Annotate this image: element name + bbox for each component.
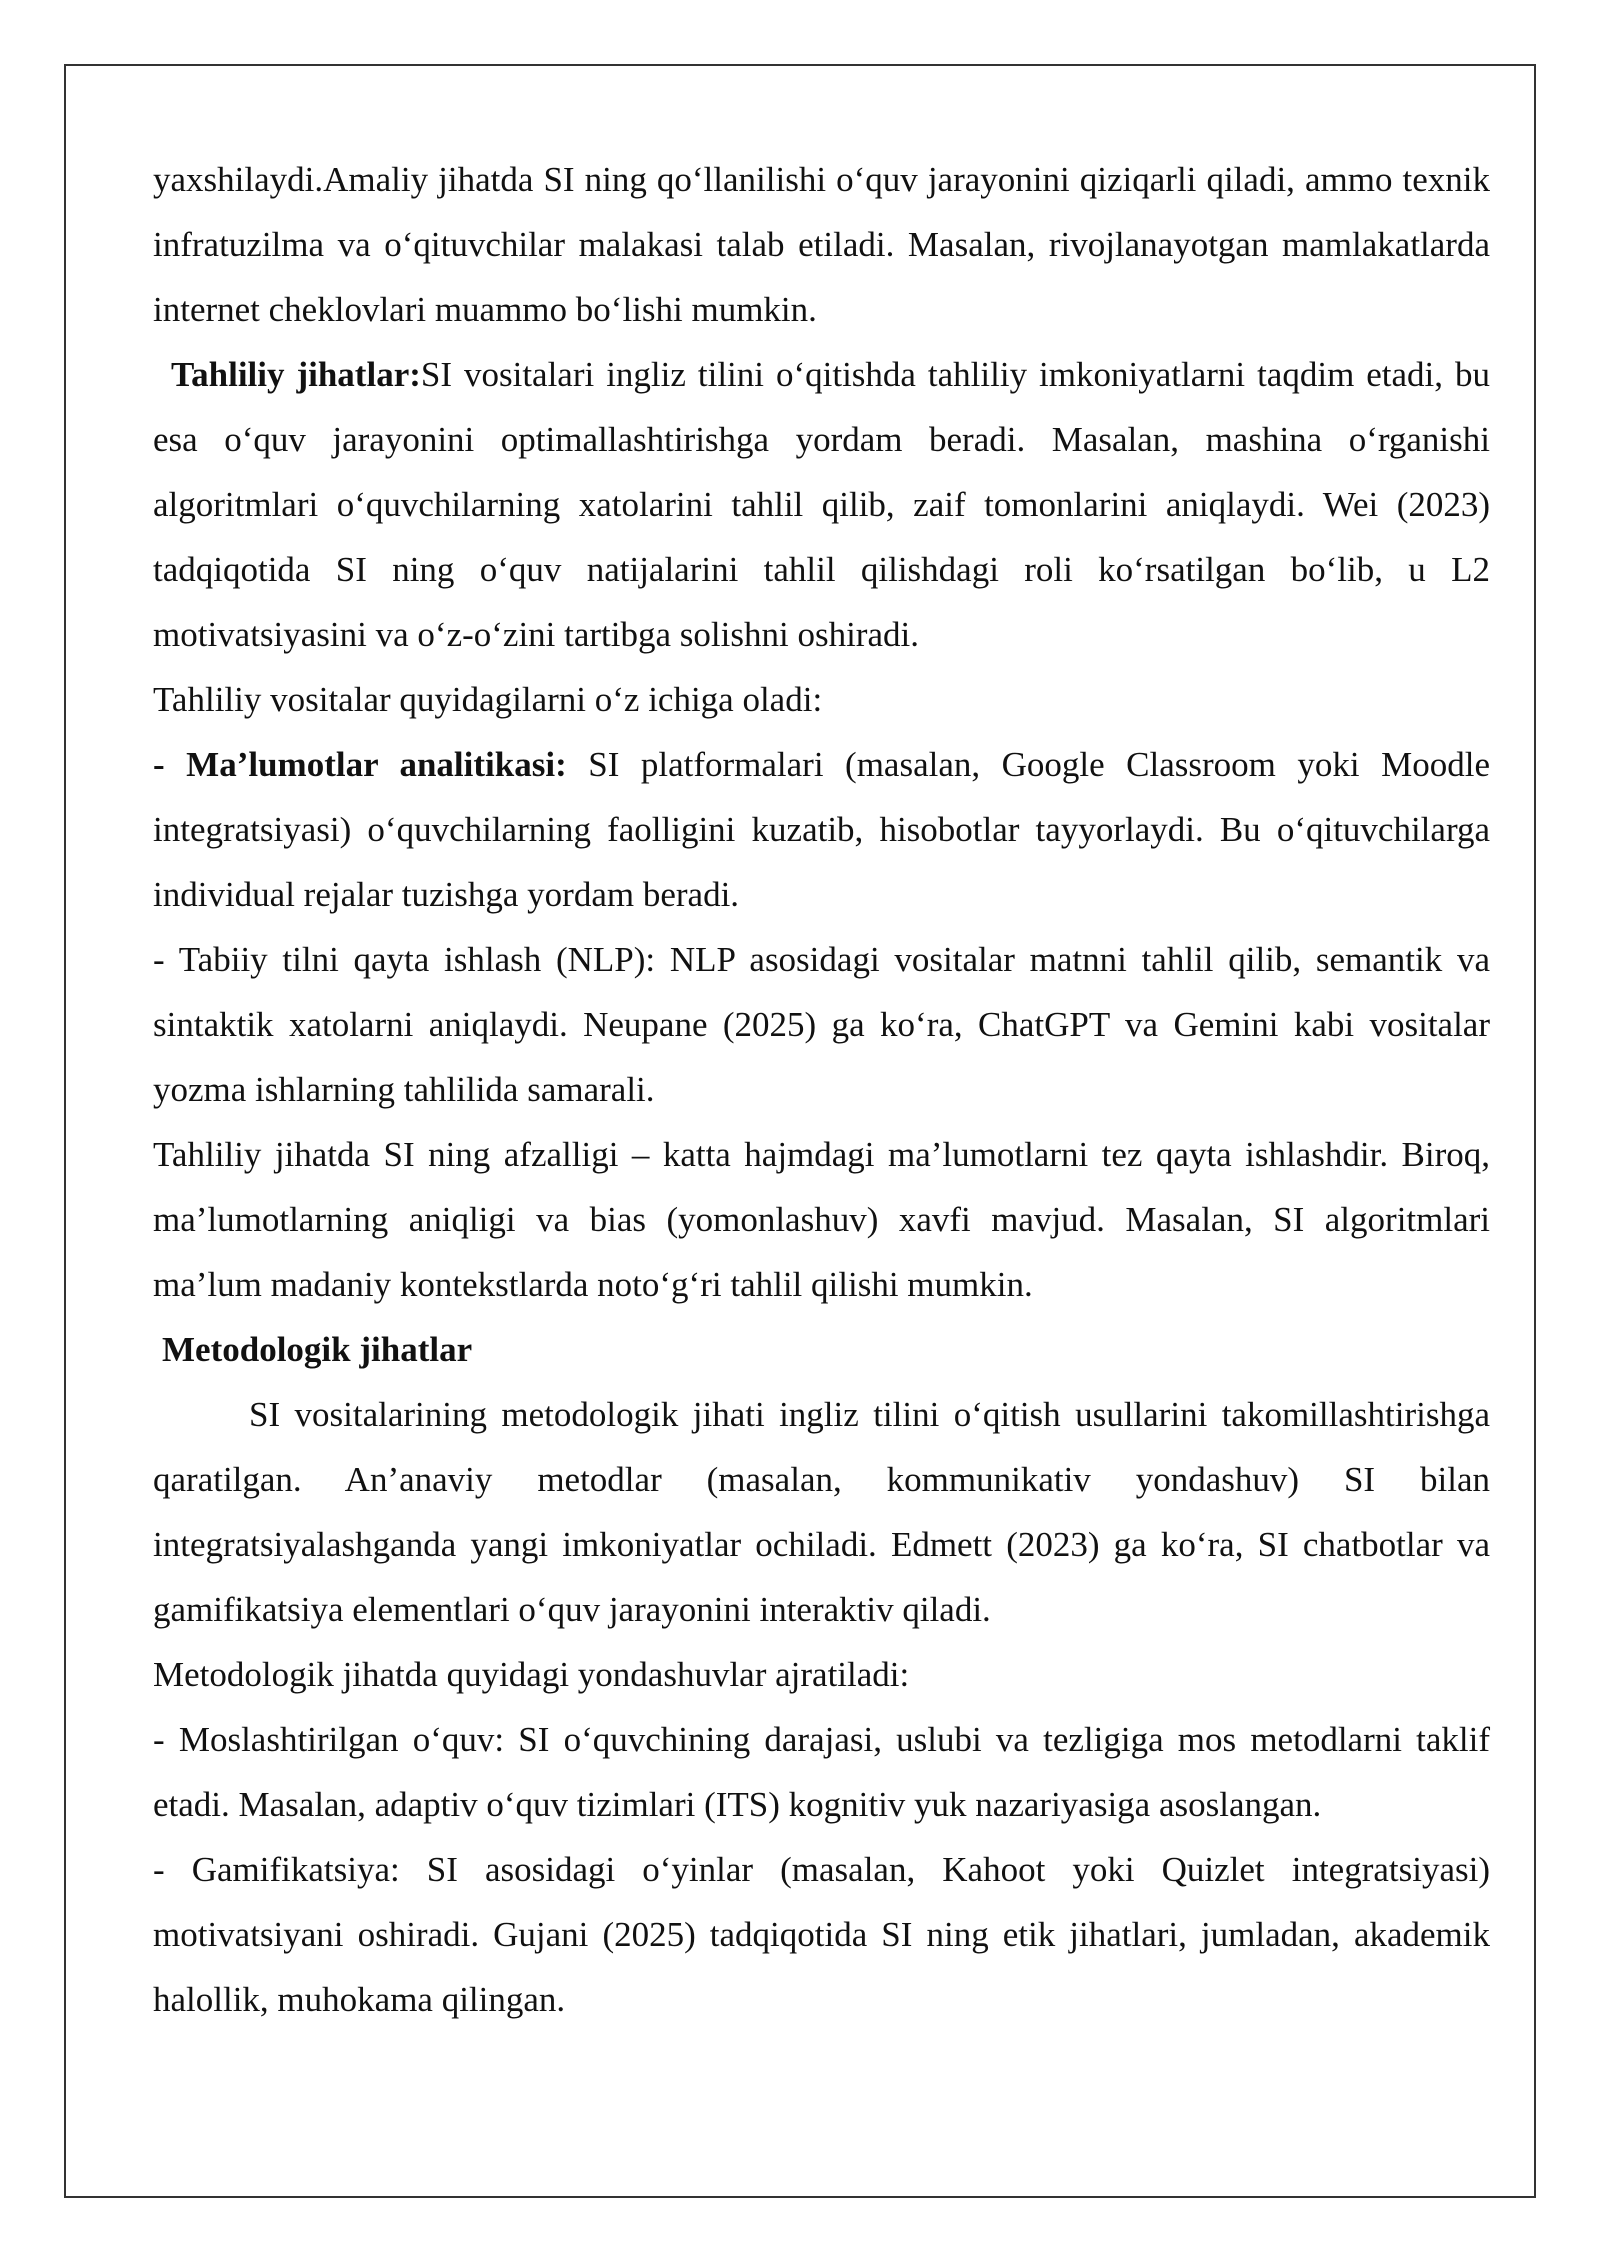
paragraph-analytical-aspects-text: SI vositalari ingliz tilini o‘qitishda tahliliy imkoniyatlarni taqdim etadi, bu esa o‘quv jarayonini optimallashtirishga yordam beradi. Masalan, mashina o‘rganishi algoritmlari o‘quvchilarning xatolarini tahlil qilib, zaif tomonlarini aniqlaydi. Wei (2023) tadqiqotida SI ning o‘quv natijalarini tahlil qilishdagi roli ko‘rsatilgan bo‘lib, u L2 motivatsiyasini va o‘z-o‘zini tartibga solishni oshiradi.: [153, 355, 1490, 654]
list-item-data-analytics-text: SI platformalari (masalan, Google Classroom yoki Moodle integratsiyasi) o‘quvchilarning faolligini kuzatib, hisobotlar tayyorlaydi. Bu o‘qituvchilarga individual rejalar tuzishga yordam beradi.: [153, 745, 1490, 914]
heading-analytical-aspects: Tahliliy jihatlar:: [171, 355, 421, 394]
paragraph-analytical-aspects: [153, 342, 1490, 667]
paragraph-methodological: SI vositalarining metodologik jihati ingliz tilini o‘qitish usullarini takomillashtirishga qaratilgan. An’anaviy metodlar (masalan, kommunikativ yondashuv) SI bilan integratsiyalashganda yangi imkoniyatlar ochiladi. Edmett (2023) ga ko‘ra, SI chatbotlar va gamifikatsiya elementlari o‘quv jarayonini interaktiv qiladi.: [153, 1395, 1490, 1629]
list-item-data-analytics: [153, 732, 1490, 927]
heading-methodological-aspects-text: Metodologik jihatlar: [162, 1330, 473, 1369]
paragraph-analytical-advantage: Tahliliy jihatda SI ning afzalligi – katta hajmdagi ma’lumotlarni tez qayta ishlashdir. Biroq, ma’lumotlarning aniqligi va bias (yomonlashuv) xavfi mavjud. Masalan, SI algoritmlari ma’lum madaniy kontekstlarda noto‘g‘ri tahlil qilishi mumkin.: [153, 1135, 1490, 1304]
list-item-data-analytics-label: - Ma’lumotlar analitikasi:: [153, 745, 567, 784]
heading-methodological-aspects: [153, 1317, 1490, 1382]
document-body: [153, 147, 1490, 2032]
paragraph-analytical-tools-intro: Tahliliy vositalar quyidagilarni o‘z ichiga oladi:: [153, 680, 823, 719]
list-item-adaptive-learning: - Moslashtirilgan o‘quv: SI o‘quvchining darajasi, uslubi va tezligiga mos metodlarni taklif etadi. Masalan, adaptiv o‘quv tizimlari (ITS) kognitiv yuk nazariyasiga asoslangan.: [153, 1720, 1490, 1824]
list-item-gamification: - Gamifikatsiya: SI asosidagi o‘yinlar (masalan, Kahoot yoki Quizlet integratsiyasi) motivatsiyani oshiradi. Gujani (2025) tadqiqotida SI ning etik jihatlari, jumladan, akademik halollik, muhokama qilingan.: [153, 1850, 1490, 2019]
paragraph-practical-continued: yaxshilaydi.Amaliy jihatda SI ning qo‘llanilishi o‘quv jarayonini qiziqarli qiladi, ammo texnik infratuzilma va o‘qituvchilar malakasi talab etiladi. Masalan, rivojlanayotgan mamlakatlarda internet cheklovlari muammo bo‘lishi mumkin.: [153, 160, 1490, 329]
paragraph-approaches-intro: Metodologik jihatda quyidagi yondashuvlar ajratiladi:: [153, 1655, 910, 1694]
list-item-nlp: - Tabiiy tilni qayta ishlash (NLP): NLP asosidagi vositalar matnni tahlil qilib, semantik va sintaktik xatolarni aniqlaydi. Neupane (2025) ga ko‘ra, ChatGPT va Gemini kabi vositalar yozma ishlarning tahlilida samarali.: [153, 940, 1490, 1109]
